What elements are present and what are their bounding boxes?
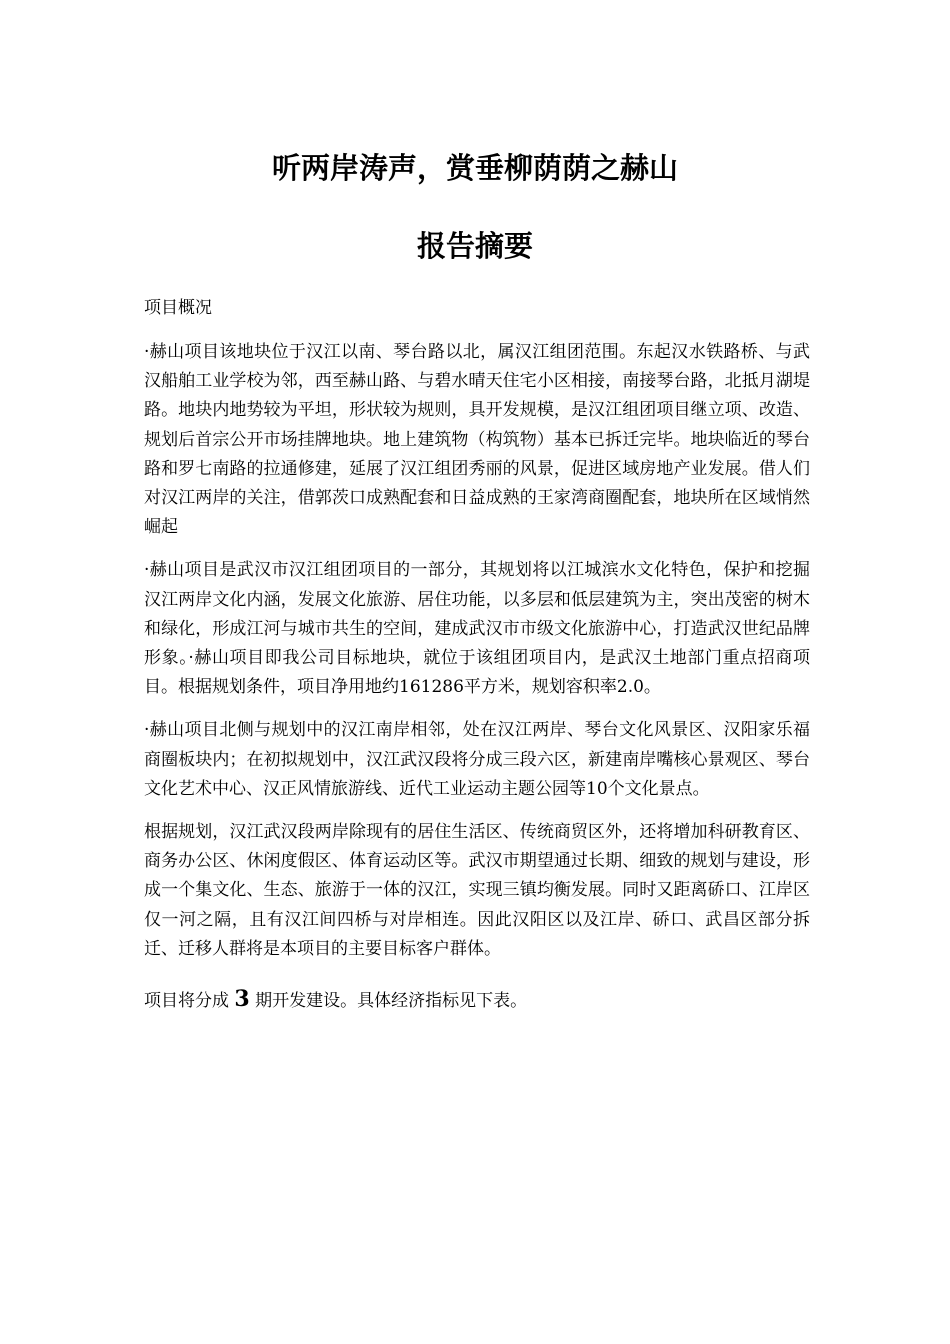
section-label: 项目概况	[144, 298, 212, 318]
phase-summary	[144, 984, 810, 1016]
paragraph-location: ·赫山项目该地块位于汉江以南、琴台路以北，属汉江组团范围。东起汉水铁路桥、与武汉船舶工业学校为邻，西至赫山路、与碧水晴天住宅小区相接，南接琴台路，北抵月湖堤路。地块内地势较为平坦，形状较为规则，具开发规模，是汉江组团项目继立项、改造、规划后首宗公开市场挂牌地块。地上建筑物（构筑物）基本已拆迁完毕。地块临近的琴台路和罗七南路的拉通修建，延展了汉江组团秀丽的风景，促进区域房地产业发展。借人们对汉江两岸的关注，借郭茨口成熟配套和日益成熟的王家湾商圈配套，地块所在区域悄然崛起	[144, 342, 810, 538]
document-title: 听两岸涛声，赏垂柳荫荫之赫山	[271, 151, 678, 185]
document-body	[144, 293, 810, 1016]
paragraph-planning: ·赫山项目是武汉市汉江组团项目的一部分，其规划将以江城滨水文化特色，保护和挖掘汉江两岸文化内涵，发展文化旅游、居住功能，以多层和低层建筑为主，突出茂密的树木和绿化，形成江河与城市共生的空间，建成武汉市市级文化旅游中心，打造武汉世纪品牌形象。·赫山项目即我公司目标地块，就位于该组团项目内，是武汉土地部门重点招商项目。根据规划条件，项目净用地约161286平方米，规划容积率2.0。	[144, 560, 810, 698]
paragraph-target-customers: 根据规划，汉江武汉段两岸除现有的居住生活区、传统商贸区外，还将增加科研教育区、商务办公区、休闲度假区、体育运动区等。武汉市期望通过长期、细致的规划与建设，形成一个集文化、生态、旅游于一体的汉江，实现三镇均衡发展。同时又距离硚口、江岸区仅一河之隔，且有汉江间四桥与对岸相连。因此汉阳区以及江岸、硚口、武昌区部分拆迁、迁移人群将是本项目的主要目标客户群体。	[144, 822, 810, 959]
phase-summary-before: 项目将分成	[144, 991, 229, 1012]
paragraph-surroundings: ·赫山项目北侧与规划中的汉江南岸相邻，处在汉江两岸、琴台文化风景区、汉阳家乐福商圈板块内；在初拟规划中，汉江武汉段将分成三段六区，新建南岸嘴核心景观区、琴台文化艺术中心、汉正风情旅游线、近代工业运动主题公园等10个文化景点。	[144, 720, 810, 799]
document-subtitle: 报告摘要	[416, 229, 533, 263]
phase-summary-after: 期开发建设。具体经济指标见下表。	[255, 991, 528, 1012]
phase-count: 3	[234, 986, 250, 1013]
